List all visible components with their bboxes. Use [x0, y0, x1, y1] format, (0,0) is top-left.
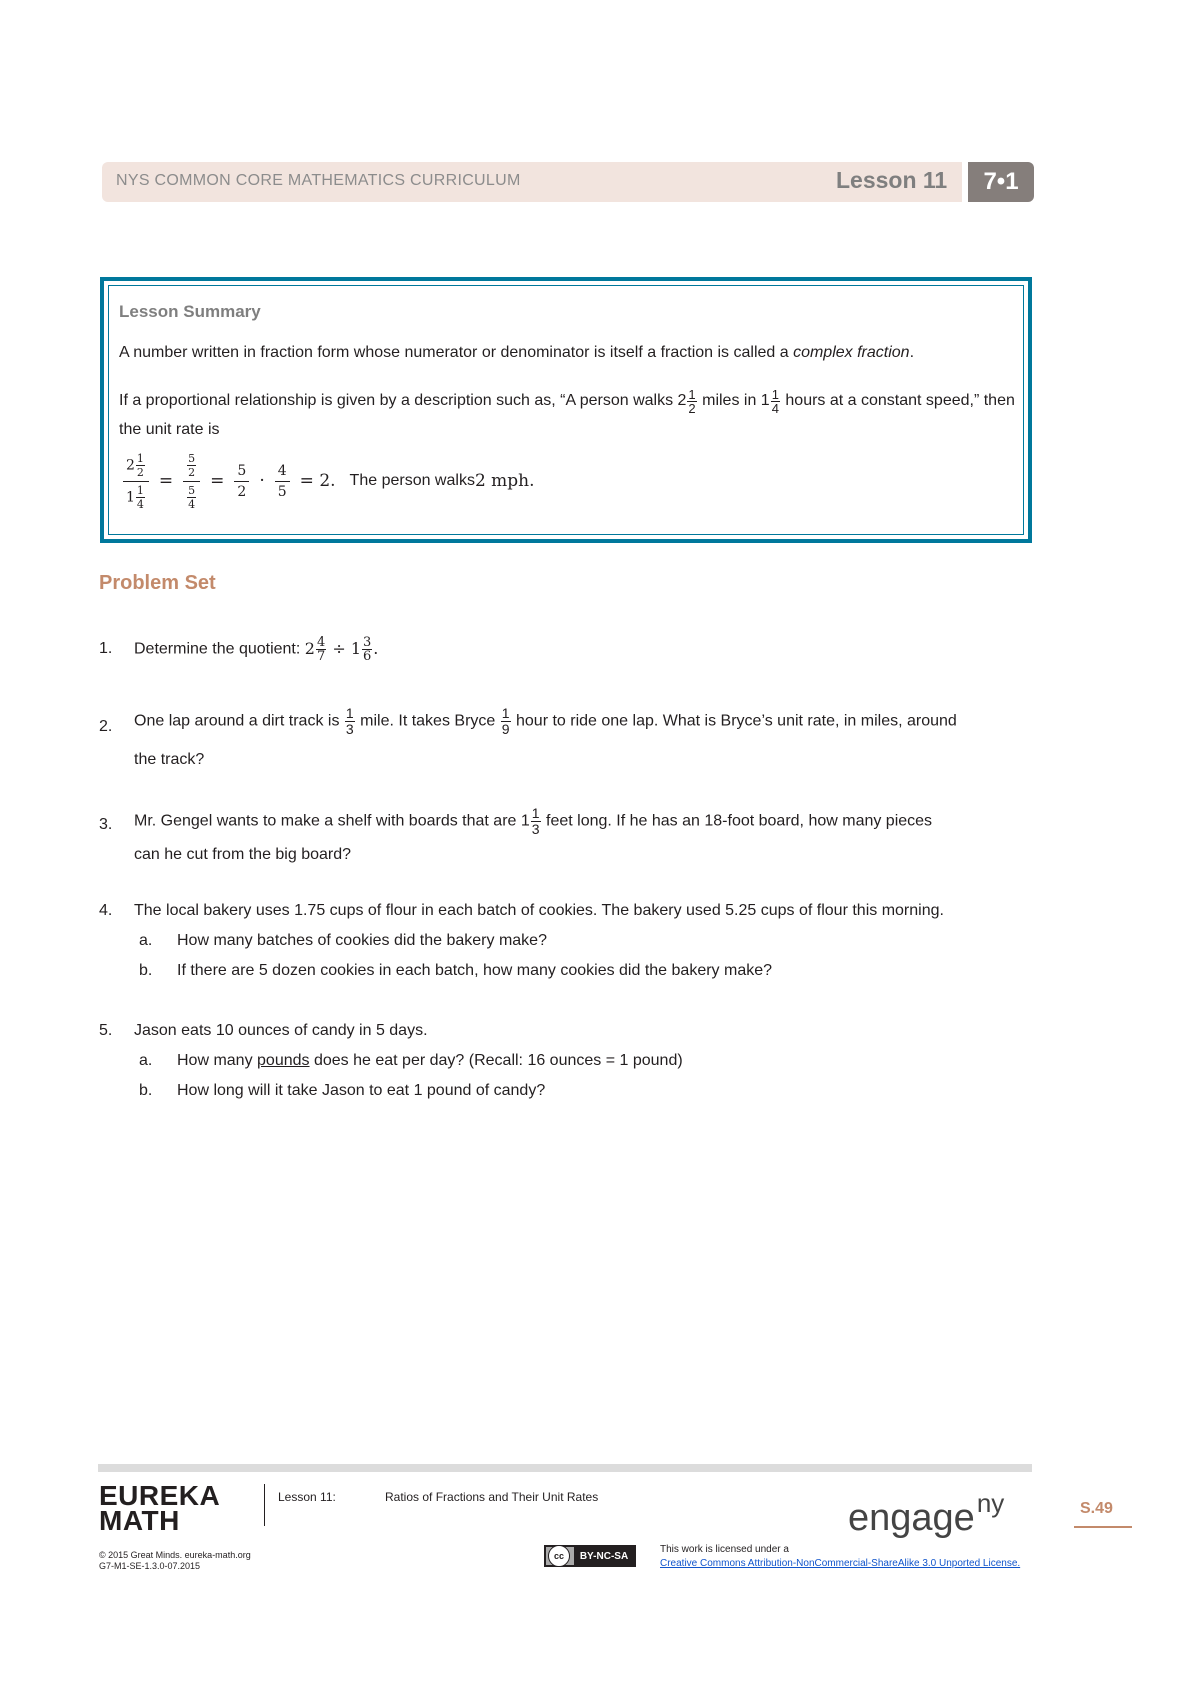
mixed-2-1-2: 2 $\frac{1}{2}$: [677, 386, 696, 416]
page-number-underline: [1074, 1526, 1132, 1528]
cc-license-badge[interactable]: cc BY-NC-SA: [544, 1545, 636, 1567]
copyright: © 2015 Great Minds. eureka-math.org G7-M1-SE-1.3.0-07.2015: [99, 1550, 251, 1571]
module-code-badge: 7•1: [968, 162, 1034, 202]
question-4b: If there are 5 dozen cookies in each batch, how many cookies did the bakery make?: [177, 962, 773, 979]
license-link[interactable]: Creative Commons Attribution-NonCommercial-ShareAlike 3.0 Unported License.: [660, 1558, 1021, 1569]
page-number: S.49: [1080, 1500, 1113, 1517]
footer-lesson: Lesson 11:: [278, 1490, 336, 1504]
summary-title: Lesson Summary: [119, 302, 261, 321]
complex-fraction-improper: $\frac{\frac{5}{2}}{\frac{5}{4}}$: [183, 452, 200, 511]
summary-definition: A number written in fraction form whose numerator or denominator is itself a fraction is called a complex fraction.: [119, 344, 915, 361]
footer-topic: Ratios of Fractions and Their Unit Rates: [385, 1490, 599, 1504]
lesson-title: Lesson 11: [836, 167, 948, 193]
question-5: 5. Jason eats 10 ounces of candy in 5 days. a. How many pounds does he eat per day? (Recall: 16 ounces = 1 pound) b. How long will it take Jason to eat 1 pound of candy?: [99, 1022, 683, 1099]
problem-set-title: Problem Set: [99, 572, 216, 594]
complex-fraction-term: complex fraction: [793, 344, 910, 361]
question-4: 4. The local bakery uses 1.75 cups of flour in each batch of cookies. The bakery used 5.25 cups of flour this morning. a. How many batches of cookies did the bakery make? b. If there are 5 dozen cookies in each batch, how many cookies did the bakery make?: [99, 902, 944, 979]
mixed-1-1-4: 1 $\frac{1}{4}$: [760, 386, 779, 416]
question-3: 3. Mr. Gengel wants to make a shelf with boards that are 1 $\frac{1}{3}$ feet long. If he has an 18-foot board, how many pieces can he cut from the big board?: [99, 805, 933, 863]
footer-divider: [264, 1484, 265, 1526]
cc-icon: cc: [548, 1545, 570, 1567]
license-text: This work is licensed under a Creative Commons Attribution-NonCommercial-ShareAlike 3.0 Unported License.: [660, 1544, 1021, 1569]
footer-bar: [98, 1464, 1032, 1472]
question-5a: How many pounds does he eat per day? (Recall: 16 ounces = 1 pound): [177, 1052, 683, 1069]
complex-fraction-mixed: 2 $\frac{1}{2}$ 1 $\frac{1}{4}$: [123, 452, 149, 511]
eureka-math-logo: EUREKA MATH: [99, 1480, 221, 1536]
question-2: 2. One lap around a dirt track is $\frac{1}{3}$ mile. It takes Bryce $\frac{1}{9}$ hour to ride one lap. What is Bryce’s unit rate, in miles, around the track?: [99, 705, 957, 768]
engageny-logo: engage$^{ny}$: [848, 1488, 1005, 1539]
question-4a: How many batches of cookies did the bakery make?: [177, 932, 547, 949]
question-5b: How long will it take Jason to eat 1 pound of candy?: [177, 1082, 546, 1099]
summary-relationship: If a proportional relationship is given by a description such as, “A person walks 2 $\frac{1}{2}$ miles in 1 $\frac{1}{4}$ hours at a constant speed,” then the unit rate is: [119, 386, 1015, 439]
question-1: 1. Determine the quotient: 2 $\frac{4}{7}$ ÷ 1 $\frac{3}{6}$ .: [99, 635, 379, 664]
curriculum-title: NYS COMMON CORE MATHEMATICS CURRICULUM: [116, 172, 521, 189]
unit-rate-formula: 2 $\frac{1}{2}$ 1 $\frac{1}{4}$ = $\frac{\frac{5}{2}}{\frac{5}{4}}$ = $\frac{5}{2}$ · $\frac{4}{5}$ = 2. The person walks 2 mph.: [119, 446, 535, 516]
